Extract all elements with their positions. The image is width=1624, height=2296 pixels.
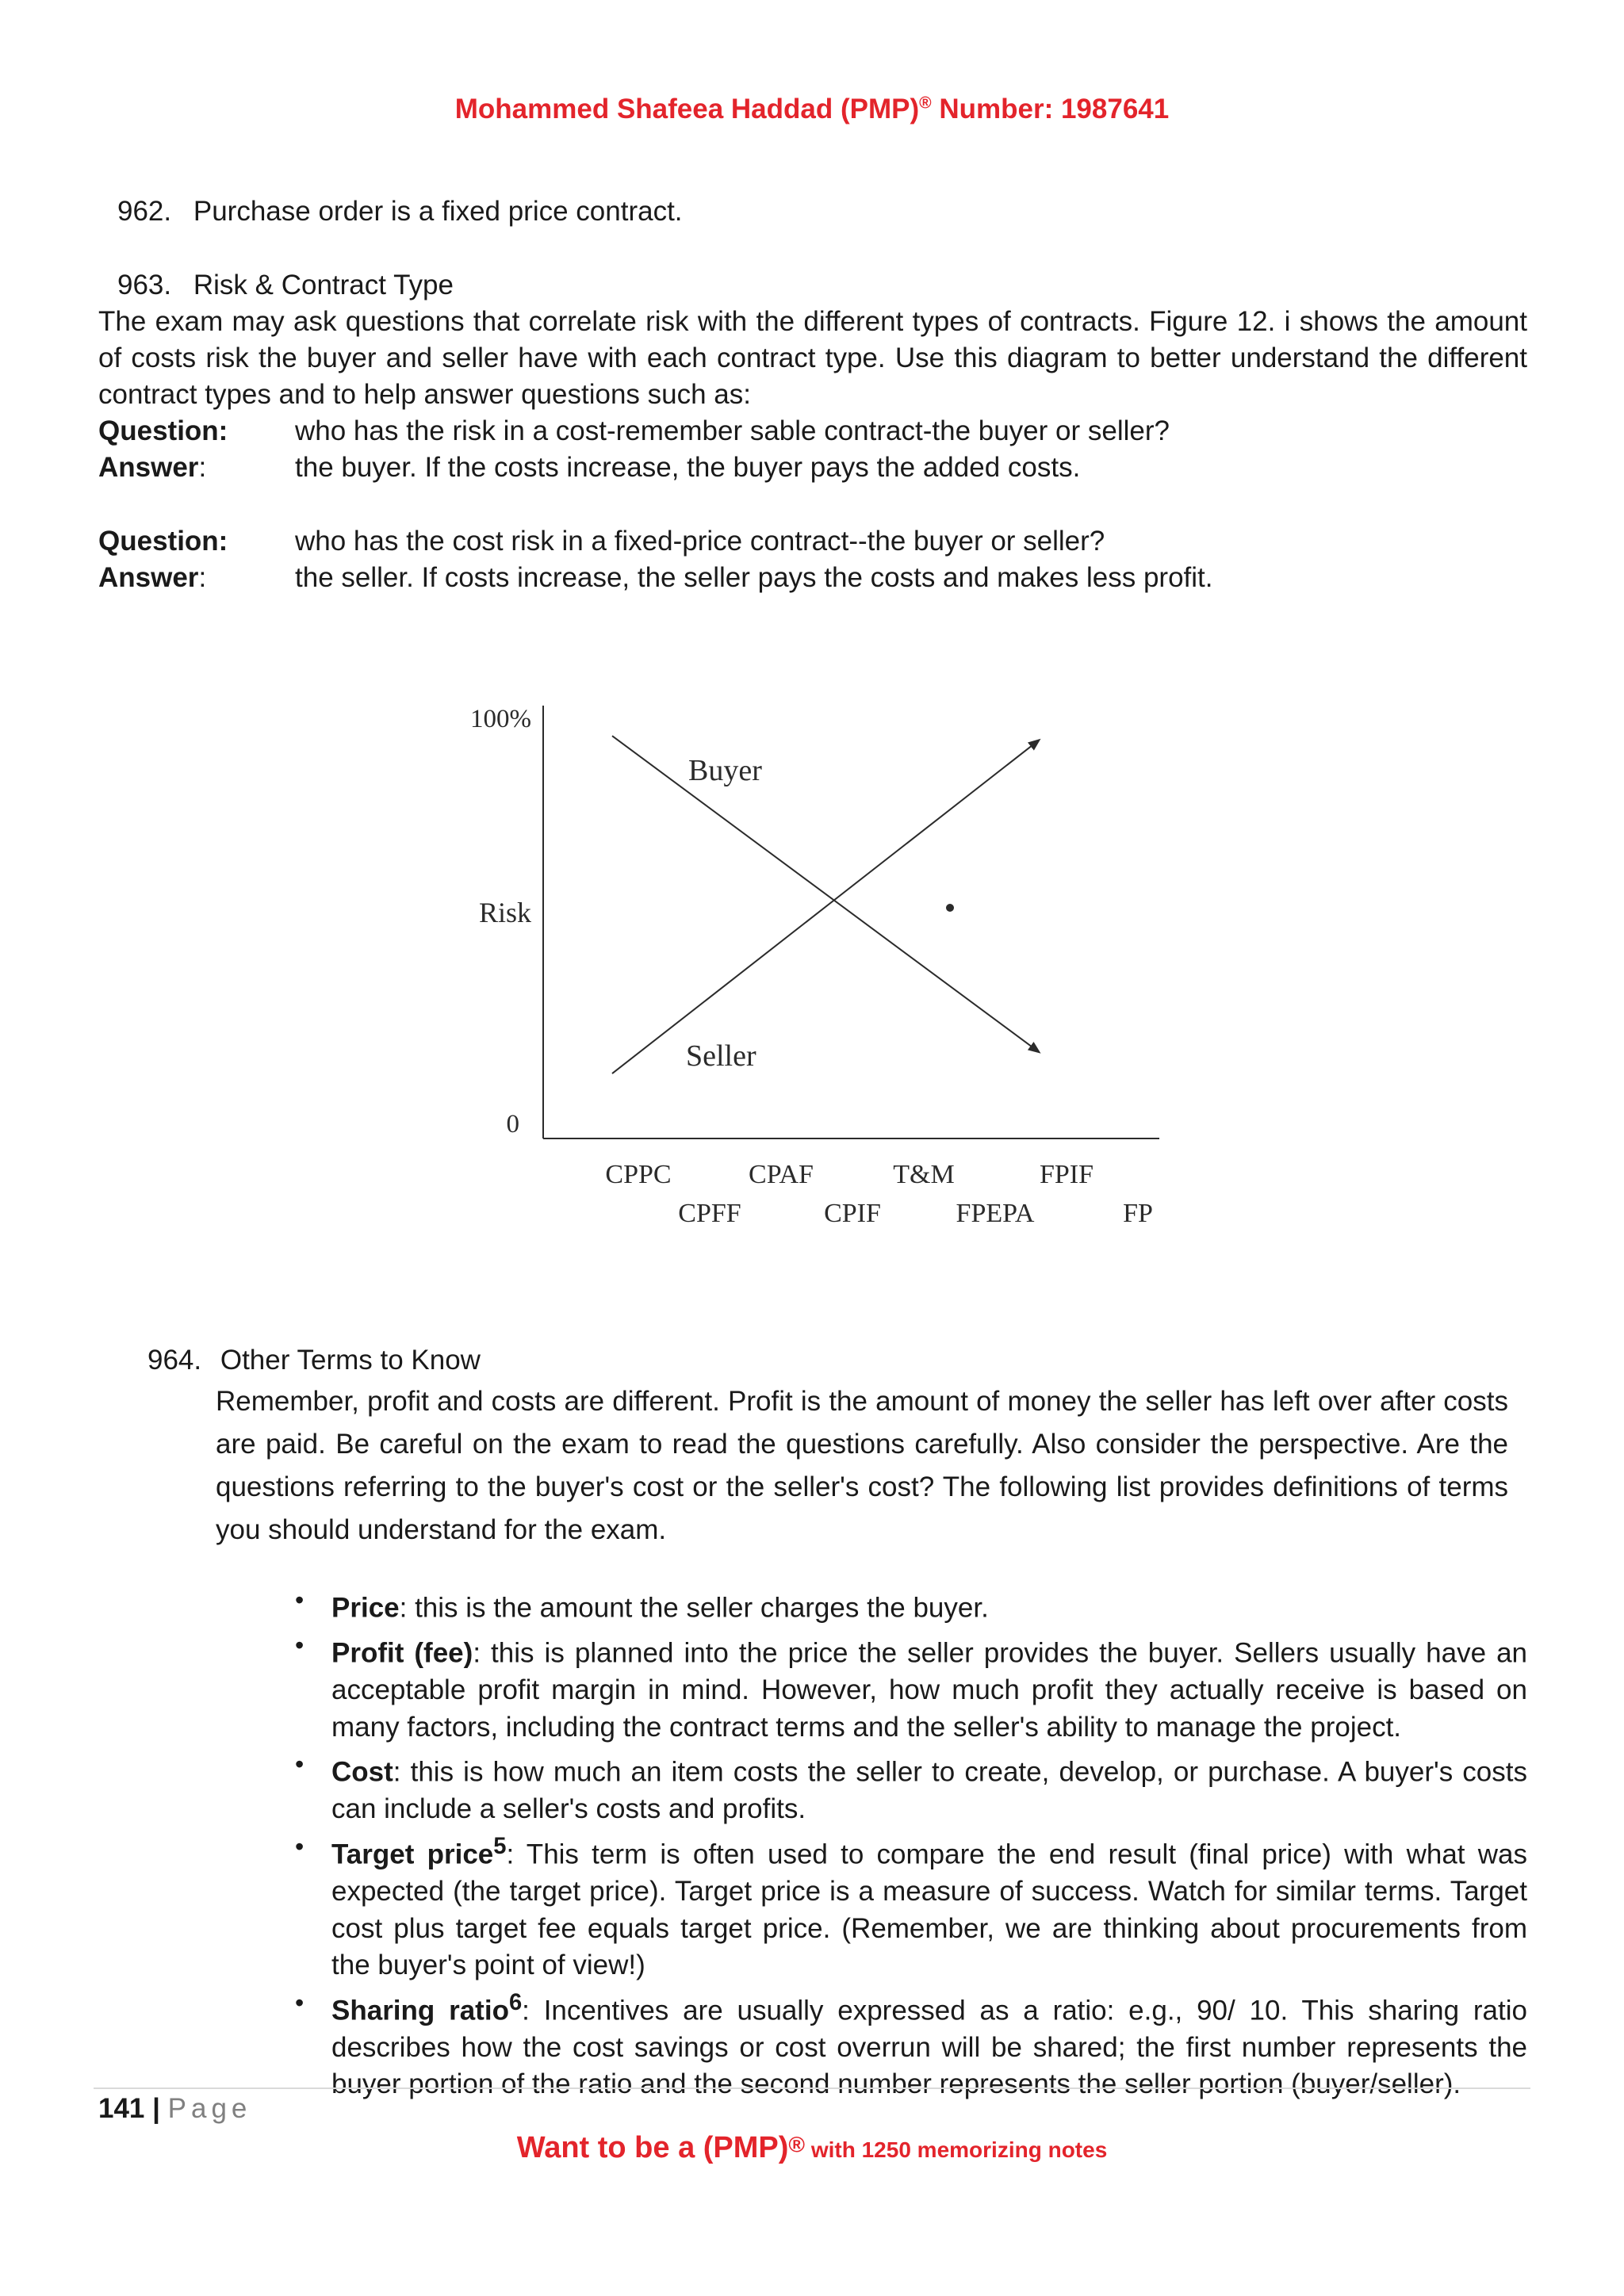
qa-question-2-text: who has the cost risk in a fixed-price contract--the buyer or seller? (295, 526, 1105, 557)
qa-question-1-text: who has the risk in a cost-remember sable contract-the buyer or seller? (295, 415, 1170, 446)
page-number-value: 141 (98, 2093, 145, 2124)
y-tick-0: 0 (506, 1110, 519, 1138)
bullet-icon: • (295, 1831, 304, 1861)
promo-registered-mark: ® (788, 2132, 806, 2157)
seller-risk-line (612, 740, 1039, 1073)
term-name: Sharing ratio (331, 1995, 509, 2026)
term-item (295, 1582, 1527, 1627)
x-tick-label: CPAF (749, 1160, 814, 1189)
question-label: Question: (98, 526, 228, 557)
term-name: Price (331, 1592, 400, 1624)
question-label: Question: (98, 415, 228, 446)
page-number (98, 2093, 251, 2125)
bullet-icon: • (295, 1631, 304, 1660)
stray-dot (946, 904, 954, 912)
bullet-icon: • (295, 1988, 304, 2017)
bullet-icon: • (295, 1750, 304, 1779)
promo-title: Want to be a (PMP) (516, 2131, 789, 2164)
term-footnote: 5 (493, 1833, 507, 1859)
answer-label: Answer (98, 452, 199, 483)
term-definition: : This term is often used to compare the end result (final price) with what was expected (the target price). Target price is a measure of success. Watch for similar terms. Target cost plus target fee equals target price. (Remember, we are thinking about procurements from the buyer's point of view!) (331, 1839, 1527, 1981)
x-tick-label: CPPC (605, 1160, 672, 1189)
term-item (295, 1746, 1527, 1828)
term-definition: : this is the amount the seller charges the buyer. (399, 1592, 989, 1624)
header-registered-mark: ® (919, 94, 932, 113)
answer-label: Answer (98, 562, 199, 593)
item-964-heading (147, 1342, 481, 1379)
promo-subtitle: with 1250 memorizing notes (805, 2137, 1108, 2162)
x-tick-label: T&M (893, 1160, 955, 1189)
item-number: 962. (117, 196, 172, 227)
term-footnote: 6 (508, 1989, 523, 2015)
answer-colon: : (198, 562, 207, 593)
x-tick-label: FP (1123, 1199, 1153, 1228)
header-title: Mohammed Shafeea Haddad (PMP) (454, 94, 920, 124)
terms-list (295, 1582, 1528, 2103)
term-name: Profit (fee) (331, 1637, 473, 1669)
item-text: Purchase order is a fixed price contract. (193, 196, 683, 227)
x-tick-labels (605, 1160, 1153, 1228)
item-963-intro: The exam may ask questions that correlate risk with the different types of contracts. Figure 12. i shows the amount of costs risk the buyer and seller have with each contract type. Use this diagram to better understand the different contract types and to help answer questions such as: (98, 306, 1527, 410)
term-definition: : this is how much an item costs the seller to create, develop, or purchase. A buyer's costs can include a seller's costs and profits. (331, 1756, 1527, 1825)
term-name: Cost (331, 1756, 393, 1788)
qa-answer-1-text: the buyer. If the costs increase, the buyer pays the added costs. (295, 452, 1081, 483)
footer-divider (94, 2087, 1530, 2089)
x-tick-label: FPEPA (956, 1199, 1035, 1228)
term-item (295, 1828, 1527, 1984)
footer-promo (0, 2131, 1624, 2165)
buyer-risk-line (612, 736, 1039, 1052)
item-title: Other Terms to Know (220, 1345, 481, 1376)
item-964-body: Remember, profit and costs are different. Profit is the amount of money the seller has left over after costs are paid. Be careful on the exam to read the questions carefully. Also consider the perspective. Are the questions referring to the buyer's cost or the seller's cost? The following list provides definitions of terms you should understand for the exam. (216, 1386, 1508, 1545)
term-definition: : Incentives are usually expressed as a ratio: e.g., 90/ 10. This sharing ratio describes how the cost savings or cost overrun will be shared; the first number represents the buyer portion of the ratio and the second number represents the seller portion (buyer/seller). (331, 1995, 1527, 2100)
bullet-icon: • (295, 1586, 304, 1614)
y-axis-label: Risk (478, 897, 531, 928)
buyer-label: Buyer (688, 754, 762, 787)
seller-label: Seller (686, 1039, 756, 1073)
header-number: Number: 1987641 (931, 94, 1170, 124)
page-separator: | (144, 2093, 168, 2124)
answer-colon: : (198, 452, 207, 483)
qa-answer-2-text: the seller. If costs increase, the seller pays the costs and makes less profit. (295, 562, 1213, 593)
term-definition: : this is planned into the price the seller provides the buyer. Sellers usually have an acceptable profit margin in mind. However, how much profit they actually receive is based on many factors, including the contract terms and the seller's ability to manage the project. (331, 1637, 1528, 1743)
x-tick-label: FPIF (1039, 1160, 1094, 1189)
term-item (295, 1984, 1527, 2103)
x-tick-label: CPIF (824, 1199, 881, 1228)
y-tick-100: 100% (470, 705, 531, 733)
page-word: Page (167, 2093, 252, 2124)
item-number: 963. (117, 270, 172, 300)
term-name: Target price (331, 1839, 494, 1870)
term-item (295, 1627, 1528, 1746)
item-number: 964. (147, 1345, 202, 1376)
item-title: Risk & Contract Type (193, 270, 454, 300)
x-tick-label: CPFF (678, 1199, 741, 1228)
